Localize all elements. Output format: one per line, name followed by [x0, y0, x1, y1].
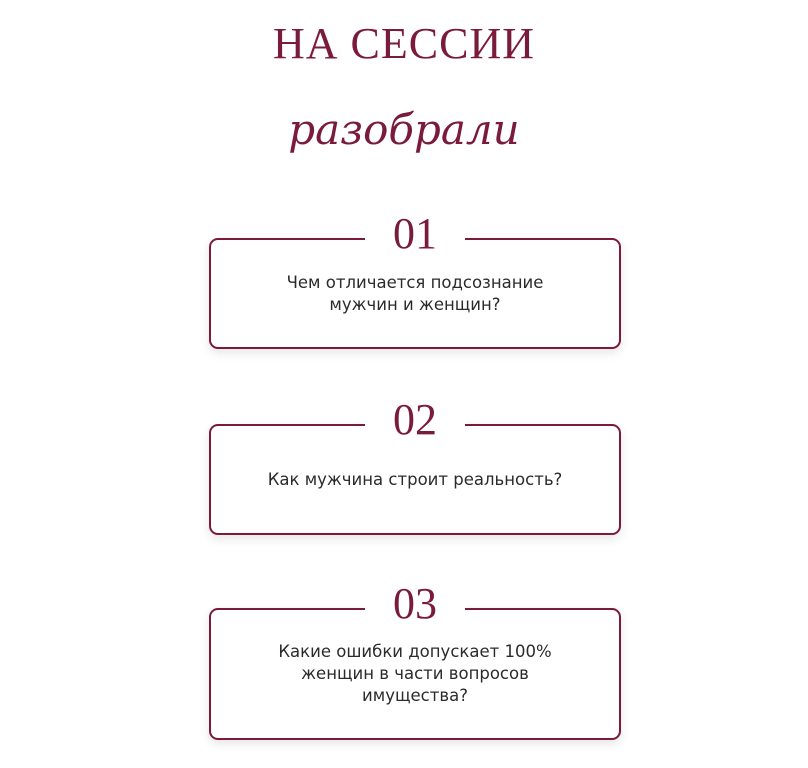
script-subtitle: разобрали: [288, 105, 520, 154]
item-number: 03: [365, 574, 465, 634]
item-text: Какие ошибки допускает 100% женщин в части вопросов имущества?: [278, 642, 552, 705]
item-text: Чем отличается подсознание мужчин и женщин?: [286, 272, 544, 314]
item-number: 02: [365, 390, 465, 450]
item-card-3: [209, 579, 621, 740]
item-card-1: [209, 209, 621, 349]
page-title: НА СЕССИИ: [272, 19, 536, 68]
item-card-2: [209, 395, 621, 535]
item-text: Как мужчина строит реальность?: [267, 469, 563, 489]
item-number: 01: [365, 204, 465, 264]
